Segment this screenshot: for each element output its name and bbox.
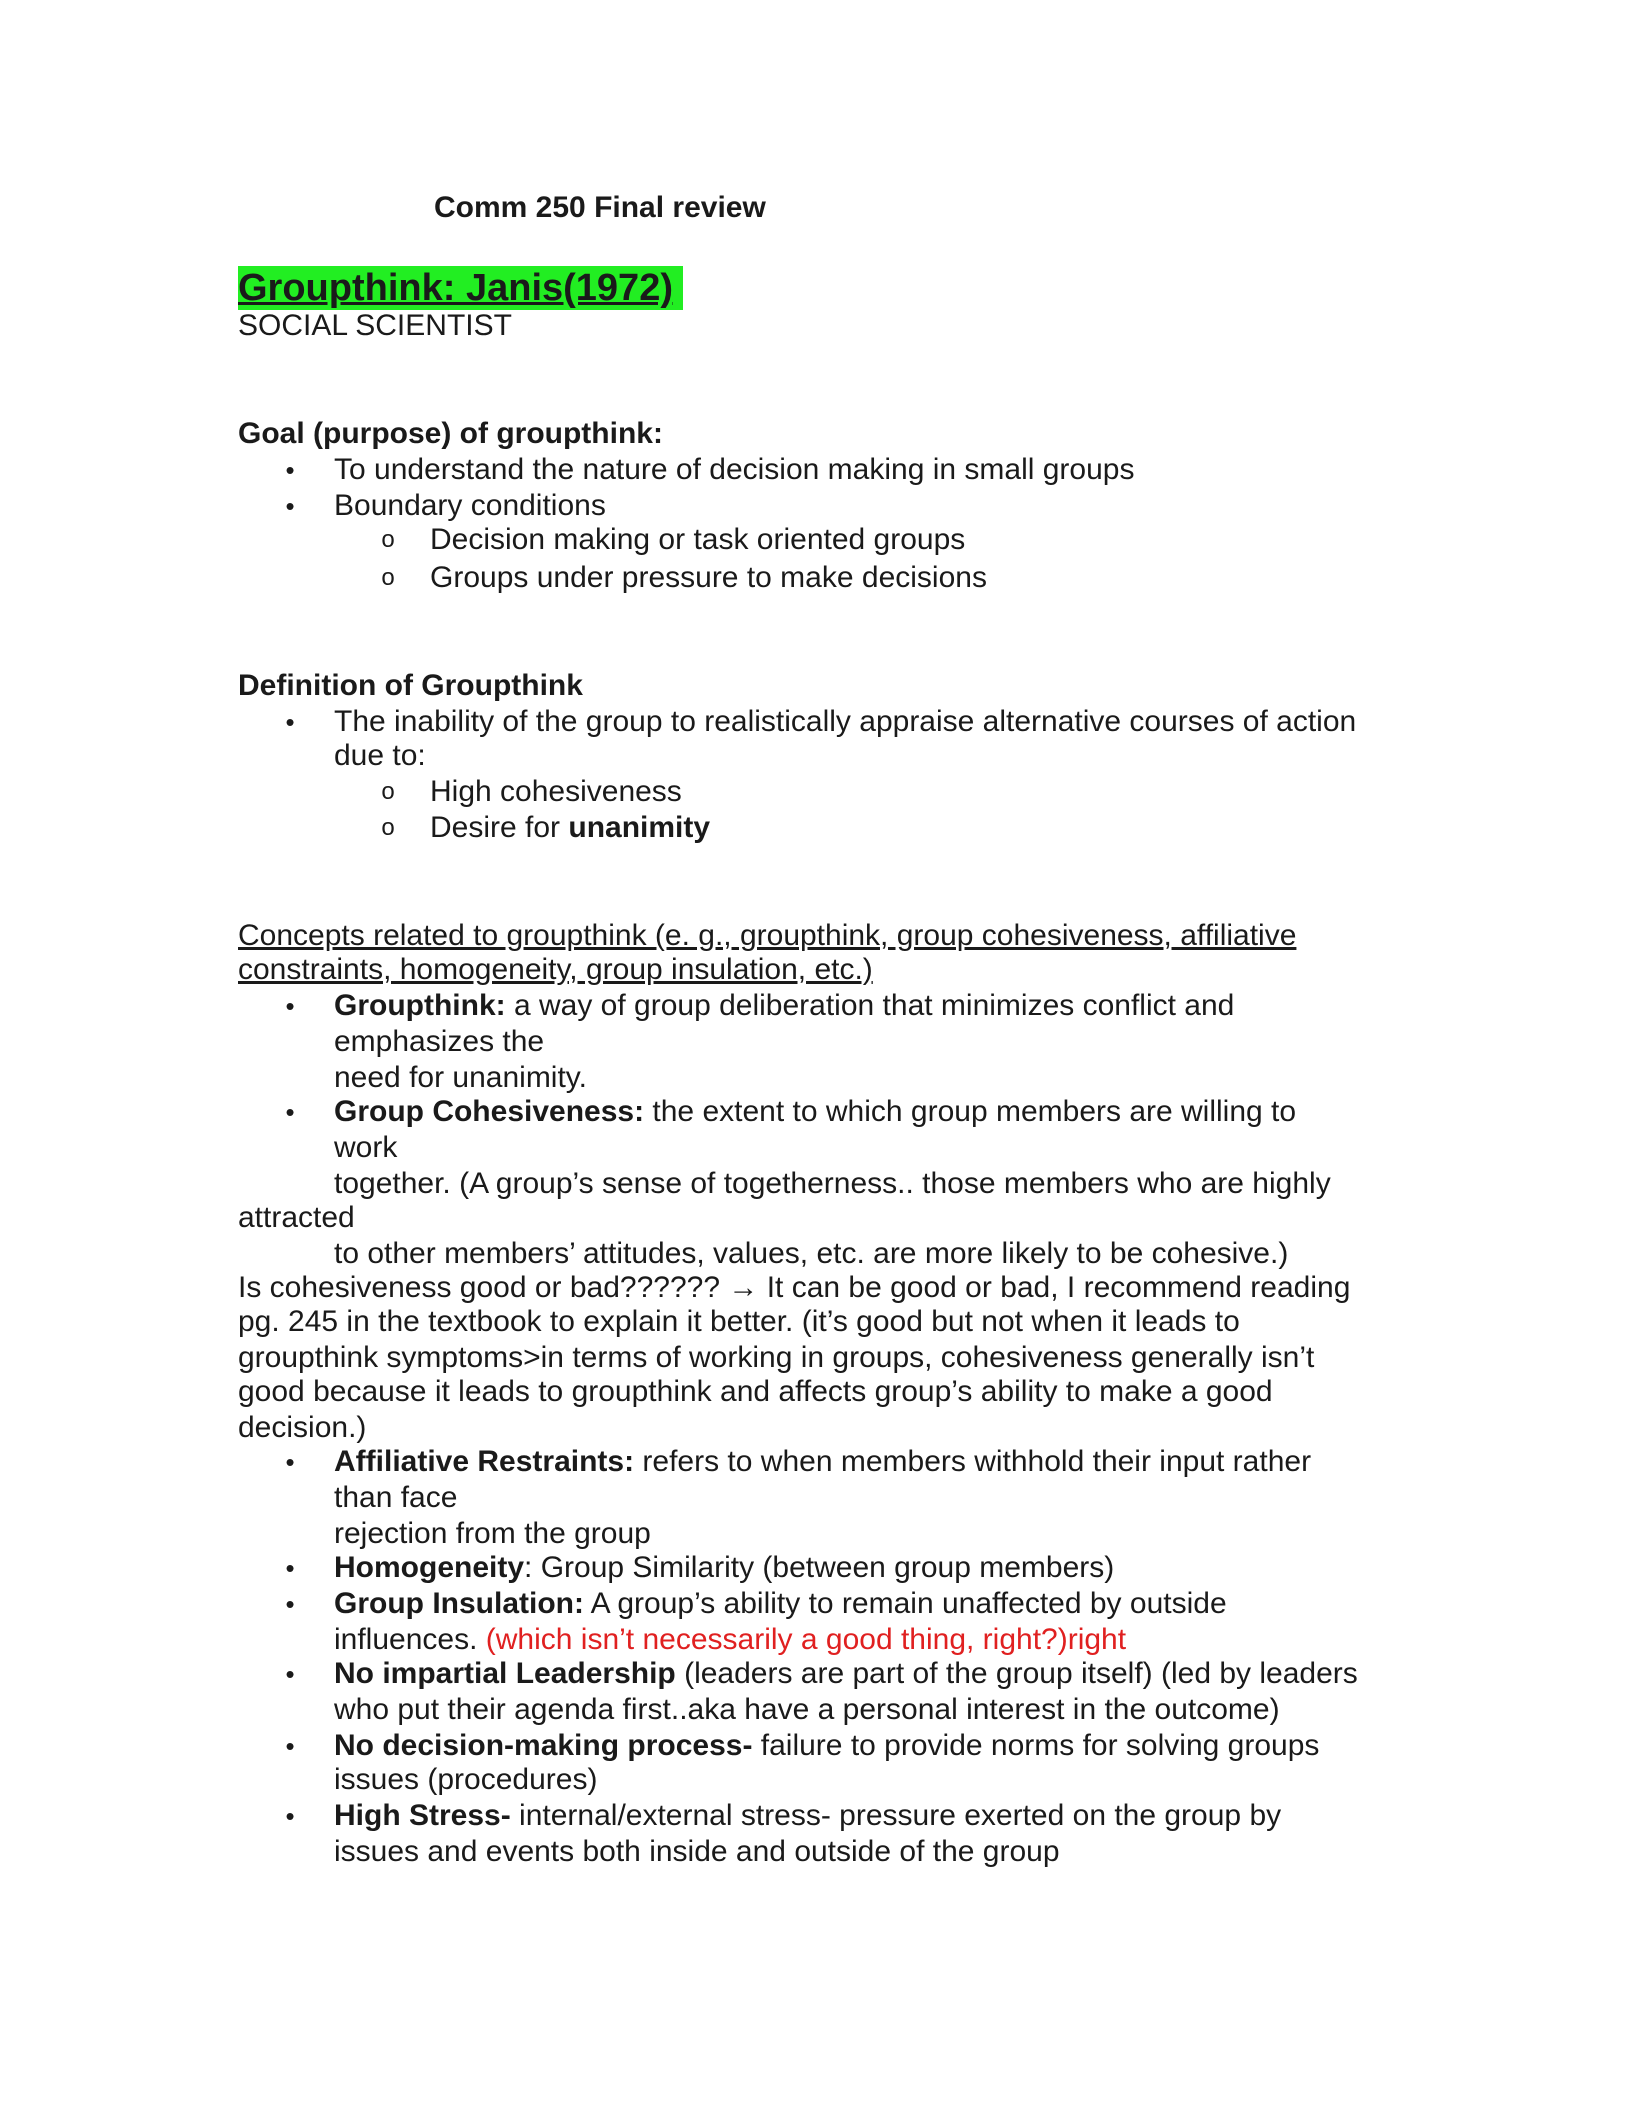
insulation-comment: (which isn’t necessarily a good thing, right?)right: [485, 1623, 1127, 1656]
cohesiveness-note: pg. 245 in the textbook to explain it better. (it’s good but not when it leads to: [238, 1305, 1240, 1338]
goal-item: Boundary conditions: [334, 489, 606, 522]
concept-cohesiveness-cont: together. (A group’s sense of togetherness.. those members who are highly: [334, 1167, 1331, 1200]
concept-process: No decision-making process- failure to provide norms for solving groups: [334, 1729, 1320, 1762]
concept-cohesiveness-cont: to other members’ attitudes, values, etc. are more likely to be cohesive.): [334, 1237, 1289, 1270]
groupthink-heading: Groupthink: Janis(1972): [238, 266, 683, 310]
bullet-icon: •: [285, 491, 295, 521]
concepts-heading-cont: constraints, homogeneity, group insulation, etc.): [238, 953, 873, 986]
concept-insulation-cont: influences. (which isn’t necessarily a good thing, right?)right: [334, 1623, 1127, 1656]
concept-stress-cont: issues and events both inside and outside of the group: [334, 1835, 1060, 1868]
goal-subitem: Groups under pressure to make decisions: [430, 561, 987, 594]
goal-subitem: Decision making or task oriented groups: [430, 523, 966, 556]
concept-affiliative: Affiliative Restraints: refers to when members withhold their input rather: [334, 1445, 1312, 1478]
concept-affiliative-cont: rejection from the group: [334, 1517, 651, 1550]
sub-bullet-icon: o: [381, 814, 395, 841]
concept-affiliative-cont: than face: [334, 1481, 458, 1514]
definition-subitem: High cohesiveness: [430, 775, 682, 808]
concept-cohesiveness: Group Cohesiveness: the extent to which group members are willing to: [334, 1095, 1297, 1128]
unanimity-term: unanimity: [568, 811, 711, 844]
sub-bullet-icon: o: [381, 564, 395, 591]
concept-leadership: No impartial Leadership (leaders are part of the group itself) (led by leaders: [334, 1657, 1358, 1690]
concept-groupthink-cont: need for unanimity.: [334, 1061, 587, 1094]
sub-bullet-icon: o: [381, 778, 395, 805]
definition-heading: Definition of Groupthink: [238, 669, 583, 702]
bullet-icon: •: [285, 991, 295, 1021]
bullet-icon: •: [285, 1553, 295, 1583]
concept-groupthink-cont: emphasizes the: [334, 1025, 545, 1058]
bullet-icon: •: [285, 707, 295, 737]
cohesiveness-note: good because it leads to groupthink and affects group’s ability to make a good: [238, 1375, 1273, 1408]
definition-text: The inability of the group to realistically appraise alternative courses of action: [334, 705, 1357, 738]
cohesiveness-note: groupthink symptoms>in terms of working in groups, cohesiveness generally isn’t: [238, 1341, 1315, 1374]
concepts-heading: Concepts related to groupthink (e. g., groupthink, group cohesiveness, affiliative: [238, 919, 1297, 952]
bullet-icon: •: [285, 1097, 295, 1127]
definition-subitem: Desire for unanimity: [430, 811, 711, 844]
bullet-icon: •: [285, 1801, 295, 1831]
bullet-icon: •: [285, 1659, 295, 1689]
social-scientist-label: SOCIAL SCIENTIST: [238, 309, 512, 342]
concept-insulation: Group Insulation: A group’s ability to remain unaffected by outside: [334, 1587, 1227, 1620]
bullet-icon: •: [285, 1447, 295, 1477]
definition-text-cont: due to:: [334, 739, 426, 772]
cohesiveness-note: decision.): [238, 1411, 367, 1444]
goal-heading: Goal (purpose) of groupthink:: [238, 417, 663, 450]
concept-groupthink: Groupthink: a way of group deliberation that minimizes conflict and: [334, 989, 1235, 1022]
cohesiveness-note: Is cohesiveness good or bad?????? → It can be good or bad, I recommend reading: [238, 1271, 1351, 1304]
concept-process-cont: issues (procedures): [334, 1763, 598, 1796]
sub-bullet-icon: o: [381, 526, 395, 553]
document-title: Comm 250 Final review: [434, 191, 766, 224]
bullet-icon: •: [285, 1731, 295, 1761]
goal-item: To understand the nature of decision making in small groups: [334, 453, 1135, 486]
concept-leadership-cont: who put their agenda first..aka have a personal interest in the outcome): [334, 1693, 1280, 1726]
concept-stress: High Stress- internal/external stress- pressure exerted on the group by: [334, 1799, 1282, 1832]
bullet-icon: •: [285, 1589, 295, 1619]
concept-cohesiveness-cont: attracted: [238, 1201, 355, 1234]
concept-homogeneity: Homogeneity: Group Similarity (between group members): [334, 1551, 1115, 1584]
bullet-icon: •: [285, 455, 295, 485]
concept-cohesiveness-cont: work: [334, 1131, 398, 1164]
